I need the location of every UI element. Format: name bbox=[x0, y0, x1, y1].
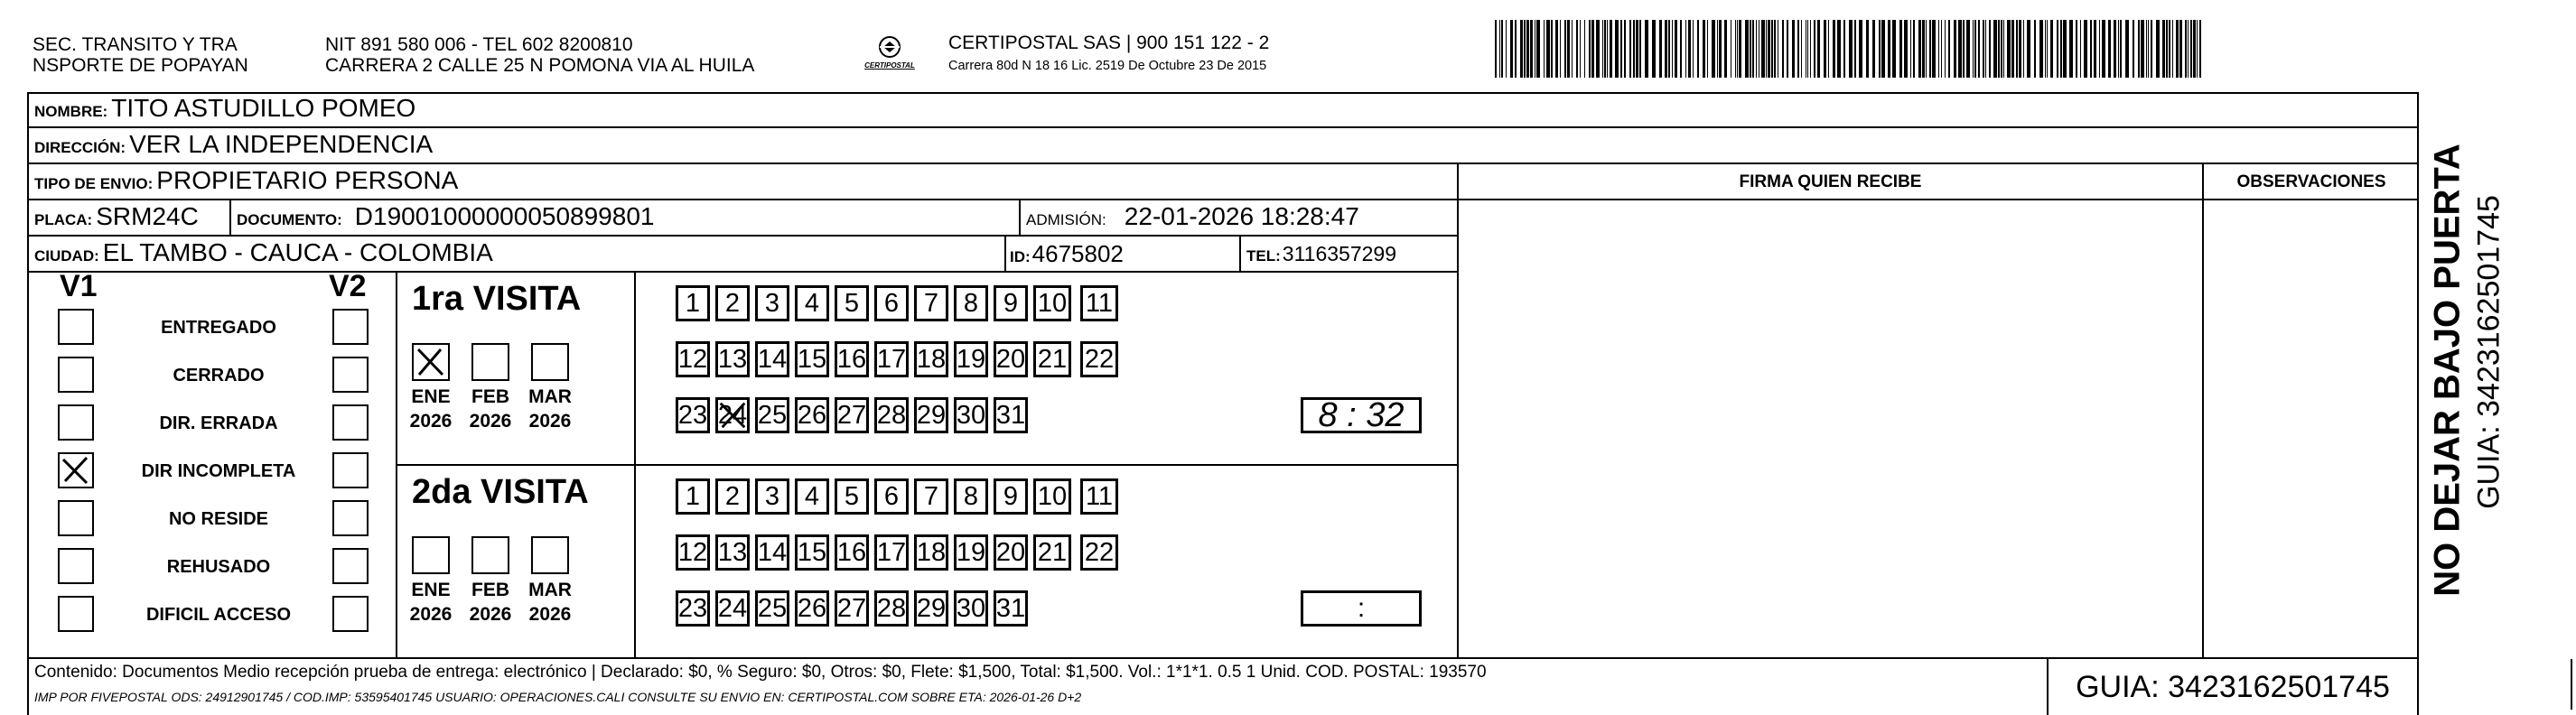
documento-label: DOCUMENTO: bbox=[237, 211, 342, 228]
v2-checkbox[interactable] bbox=[332, 357, 369, 393]
nombre-field bbox=[34, 94, 415, 123]
month-checkbox[interactable] bbox=[412, 343, 450, 381]
day-box[interactable]: 25 bbox=[755, 397, 789, 433]
day-box[interactable]: 22 bbox=[1080, 534, 1118, 571]
ciudad-field bbox=[34, 238, 493, 267]
no-dejar-bajo-puerta bbox=[2428, 99, 2468, 641]
admision-label: ADMISIÓN: bbox=[1026, 211, 1106, 228]
month-year: 2026 bbox=[528, 411, 572, 432]
day-box[interactable]: 18 bbox=[914, 534, 948, 571]
day-box[interactable]: 3 bbox=[755, 478, 789, 515]
day-box[interactable]: 29 bbox=[914, 397, 948, 433]
status-label: DIR. ERRADA bbox=[159, 413, 278, 433]
day-box[interactable]: 12 bbox=[676, 534, 710, 571]
day-box[interactable]: 30 bbox=[954, 397, 988, 433]
day-box[interactable]: 8 bbox=[954, 478, 988, 515]
v2-checkbox[interactable] bbox=[332, 309, 369, 345]
time-box[interactable]: 8 : 32 bbox=[1301, 397, 1422, 433]
day-box[interactable]: 11 bbox=[1080, 478, 1118, 515]
day-box[interactable]: 10 bbox=[1033, 285, 1071, 321]
license-line: Carrera 80d N 18 16 Lic. 2519 De Octubre 23 De 2015 bbox=[948, 59, 1267, 73]
address-line: CARRERA 2 CALLE 25 N POMONA VIA AL HUILA bbox=[325, 55, 755, 76]
time-box[interactable]: : bbox=[1301, 590, 1422, 627]
day-box[interactable]: 7 bbox=[914, 285, 948, 321]
status-label: ENTREGADO bbox=[161, 318, 276, 338]
v2-checkbox[interactable] bbox=[332, 404, 369, 441]
side-guia-text: GUIA: 3423162501745 bbox=[2471, 195, 2506, 509]
v1-checkbox[interactable] bbox=[58, 500, 94, 536]
month-checkbox[interactable] bbox=[471, 536, 509, 574]
admision-field bbox=[1026, 202, 1359, 231]
day-box[interactable]: 6 bbox=[874, 285, 909, 321]
month-year: 2026 bbox=[469, 604, 512, 625]
v1-header: V1 bbox=[60, 269, 98, 303]
placa-label: PLACA: bbox=[34, 211, 93, 228]
barcode bbox=[1495, 20, 2208, 78]
day-box[interactable]: 30 bbox=[954, 590, 988, 627]
month-name: MAR bbox=[528, 580, 572, 600]
day-box[interactable]: 1 bbox=[676, 478, 710, 515]
documento-field bbox=[237, 202, 654, 231]
day-box[interactable]: 19 bbox=[954, 341, 988, 377]
day-box[interactable]: 24 bbox=[715, 397, 750, 433]
day-box[interactable]: 26 bbox=[795, 397, 829, 433]
certipostal-logo bbox=[860, 34, 919, 78]
day-box[interactable]: 26 bbox=[795, 590, 829, 627]
id-label: ID: bbox=[1010, 248, 1031, 265]
placa-field bbox=[34, 202, 199, 231]
v1-checkbox[interactable] bbox=[58, 596, 94, 632]
day-box[interactable]: 23 bbox=[676, 397, 710, 433]
day-box[interactable]: 31 bbox=[994, 590, 1028, 627]
direccion-value: VER LA INDEPENDENCIA bbox=[129, 130, 434, 158]
day-box[interactable]: 27 bbox=[835, 397, 869, 433]
day-box[interactable]: 2 bbox=[715, 478, 750, 515]
status-label: REHUSADO bbox=[166, 557, 271, 577]
tel-field bbox=[1246, 242, 1396, 266]
day-box[interactable]: 16 bbox=[835, 534, 869, 571]
direccion-label: DIRECCIÓN: bbox=[34, 139, 126, 156]
day-box[interactable]: 20 bbox=[994, 534, 1028, 571]
firma-header: FIRMA QUIEN RECIBE bbox=[1739, 172, 1922, 191]
sender-line-1: SEC. TRANSITO Y TRA bbox=[33, 34, 238, 55]
day-box[interactable]: 8 bbox=[954, 285, 988, 321]
v1-checkbox[interactable] bbox=[58, 309, 94, 345]
day-box[interactable]: 15 bbox=[795, 534, 829, 571]
footer-guia: GUIA: 3423162501745 bbox=[2076, 670, 2390, 704]
visit-title: 1ra VISITA bbox=[412, 280, 582, 318]
day-box[interactable]: 27 bbox=[835, 590, 869, 627]
day-box[interactable]: 4 bbox=[795, 478, 829, 515]
warning-text: NO DEJAR BAJO PUERTA bbox=[2427, 144, 2468, 597]
logo-emblem-icon bbox=[860, 34, 919, 78]
sender-line-2: NSPORTE DE POPAYAN bbox=[33, 55, 248, 76]
day-box[interactable]: 17 bbox=[874, 534, 909, 571]
tipo-envio-value: PROPIETARIO PERSONA bbox=[156, 166, 459, 194]
month-name: ENE bbox=[411, 386, 451, 407]
day-box[interactable]: 28 bbox=[874, 590, 909, 627]
day-box[interactable]: 28 bbox=[874, 397, 909, 433]
day-box[interactable]: 29 bbox=[914, 590, 948, 627]
tipo-envio-field bbox=[34, 166, 458, 195]
day-box[interactable]: 31 bbox=[994, 397, 1028, 433]
id-value: 4675802 bbox=[1031, 240, 1124, 267]
month-checkbox[interactable] bbox=[412, 536, 450, 574]
status-label: DIFICIL ACCESO bbox=[145, 605, 291, 625]
month-name: MAR bbox=[528, 386, 572, 407]
month-year: 2026 bbox=[409, 411, 453, 432]
status-label: NO RESIDE bbox=[168, 509, 269, 529]
v2-checkbox[interactable] bbox=[332, 452, 369, 488]
month-checkbox[interactable] bbox=[531, 343, 569, 381]
day-box[interactable]: 6 bbox=[874, 478, 909, 515]
tel-label: TEL: bbox=[1246, 247, 1281, 265]
day-box[interactable]: 1 bbox=[676, 285, 710, 321]
tel-value: 3116357299 bbox=[1282, 242, 1396, 265]
side-guia bbox=[2471, 99, 2507, 605]
day-box[interactable]: 23 bbox=[676, 590, 710, 627]
day-box[interactable]: 24 bbox=[715, 590, 750, 627]
day-box[interactable]: 9 bbox=[994, 285, 1028, 321]
day-box[interactable]: 20 bbox=[994, 341, 1028, 377]
nombre-label: NOMBRE: bbox=[34, 103, 108, 120]
month-year: 2026 bbox=[469, 411, 512, 432]
logo-text: CERTIPOSTAL bbox=[864, 61, 915, 70]
v2-header: V2 bbox=[329, 269, 367, 303]
month-label bbox=[522, 385, 578, 433]
day-box[interactable]: 17 bbox=[874, 341, 909, 377]
ciudad-label: CIUDAD: bbox=[34, 247, 99, 265]
month-year: 2026 bbox=[528, 604, 572, 625]
day-box[interactable]: 5 bbox=[835, 285, 869, 321]
v1-checkbox[interactable] bbox=[58, 548, 94, 584]
month-name: ENE bbox=[411, 580, 451, 600]
day-box[interactable]: 4 bbox=[795, 285, 829, 321]
day-mark-icon bbox=[715, 397, 750, 433]
day-box[interactable]: 22 bbox=[1080, 341, 1118, 377]
month-checkbox[interactable] bbox=[531, 536, 569, 574]
placa-value: SRM24C bbox=[96, 202, 199, 230]
day-box[interactable]: 13 bbox=[715, 534, 750, 571]
ciudad-value: EL TAMBO - CAUCA - COLOMBIA bbox=[102, 238, 493, 266]
imp-line: IMP POR FIVEPOSTAL ODS: 24912901745 / COD.IMP: 53595401745 USUARIO: OPERACIONES.CALI CONSULTE SU ENVIO EN: CERTIPOSTAL.COM SOBRE ETA: 2026-01-26 D+2 bbox=[34, 690, 1082, 704]
day-box[interactable]: 11 bbox=[1080, 285, 1118, 321]
day-box[interactable]: 12 bbox=[676, 341, 710, 377]
tipo-envio-label: TIPO DE ENVIO: bbox=[34, 175, 154, 192]
x-mark-icon bbox=[414, 345, 448, 379]
company-line: CERTIPOSTAL SAS | 900 151 122 - 2 bbox=[948, 32, 1270, 53]
day-box[interactable]: 7 bbox=[914, 478, 948, 515]
visit-title: 2da VISITA bbox=[412, 473, 589, 511]
day-box[interactable]: 25 bbox=[755, 590, 789, 627]
day-box[interactable]: 14 bbox=[755, 534, 789, 571]
month-name: FEB bbox=[471, 386, 509, 407]
day-box[interactable]: 13 bbox=[715, 341, 750, 377]
nit-line: NIT 891 580 006 - TEL 602 8200810 bbox=[325, 34, 633, 55]
day-box[interactable]: 16 bbox=[835, 341, 869, 377]
v2-checkbox[interactable] bbox=[332, 548, 369, 584]
day-box[interactable]: 9 bbox=[994, 478, 1028, 515]
month-label bbox=[403, 578, 459, 627]
day-box[interactable]: 18 bbox=[914, 341, 948, 377]
admision-value: 22-01-2026 18:28:47 bbox=[1124, 202, 1359, 230]
v1-checkbox[interactable] bbox=[58, 404, 94, 441]
documento-value: D19001000000050899801 bbox=[354, 202, 655, 230]
month-checkbox[interactable] bbox=[471, 343, 509, 381]
day-box[interactable]: 2 bbox=[715, 285, 750, 321]
v2-checkbox[interactable] bbox=[332, 596, 369, 632]
month-label bbox=[462, 385, 518, 433]
contenido-line: Contenido: Documentos Medio recepción prueba de entrega: electrónico | Declarado: $0, % Seguro: $0, Otros: $0, Flete: $1,500, Total: $1,500. Vol.: 1*1*1. 0.5 1 Unid. COD. POSTAL: 193570 bbox=[34, 663, 1487, 682]
v2-checkbox[interactable] bbox=[332, 500, 369, 536]
status-label: DIR INCOMPLETA bbox=[141, 461, 296, 481]
day-box[interactable]: 10 bbox=[1033, 478, 1071, 515]
day-box[interactable]: 21 bbox=[1033, 534, 1071, 571]
status-label: CERRADO bbox=[173, 366, 265, 385]
nombre-value: TITO ASTUDILLO POMEO bbox=[111, 94, 416, 122]
observaciones-header: OBSERVACIONES bbox=[2236, 172, 2386, 191]
day-box[interactable]: 21 bbox=[1033, 341, 1071, 377]
month-label bbox=[462, 578, 518, 627]
day-box[interactable]: 5 bbox=[835, 478, 869, 515]
day-box[interactable]: 15 bbox=[795, 341, 829, 377]
day-box[interactable]: 19 bbox=[954, 534, 988, 571]
day-box[interactable]: 14 bbox=[755, 341, 789, 377]
month-year: 2026 bbox=[409, 604, 453, 625]
month-label bbox=[522, 578, 578, 627]
x-mark-icon bbox=[60, 454, 92, 487]
month-label bbox=[403, 385, 459, 433]
month-name: FEB bbox=[471, 580, 509, 600]
direccion-field bbox=[34, 130, 433, 159]
v1-checkbox[interactable] bbox=[58, 357, 94, 393]
v1-checkbox[interactable] bbox=[58, 452, 94, 488]
day-box[interactable]: 3 bbox=[755, 285, 789, 321]
id-field bbox=[1010, 240, 1124, 268]
